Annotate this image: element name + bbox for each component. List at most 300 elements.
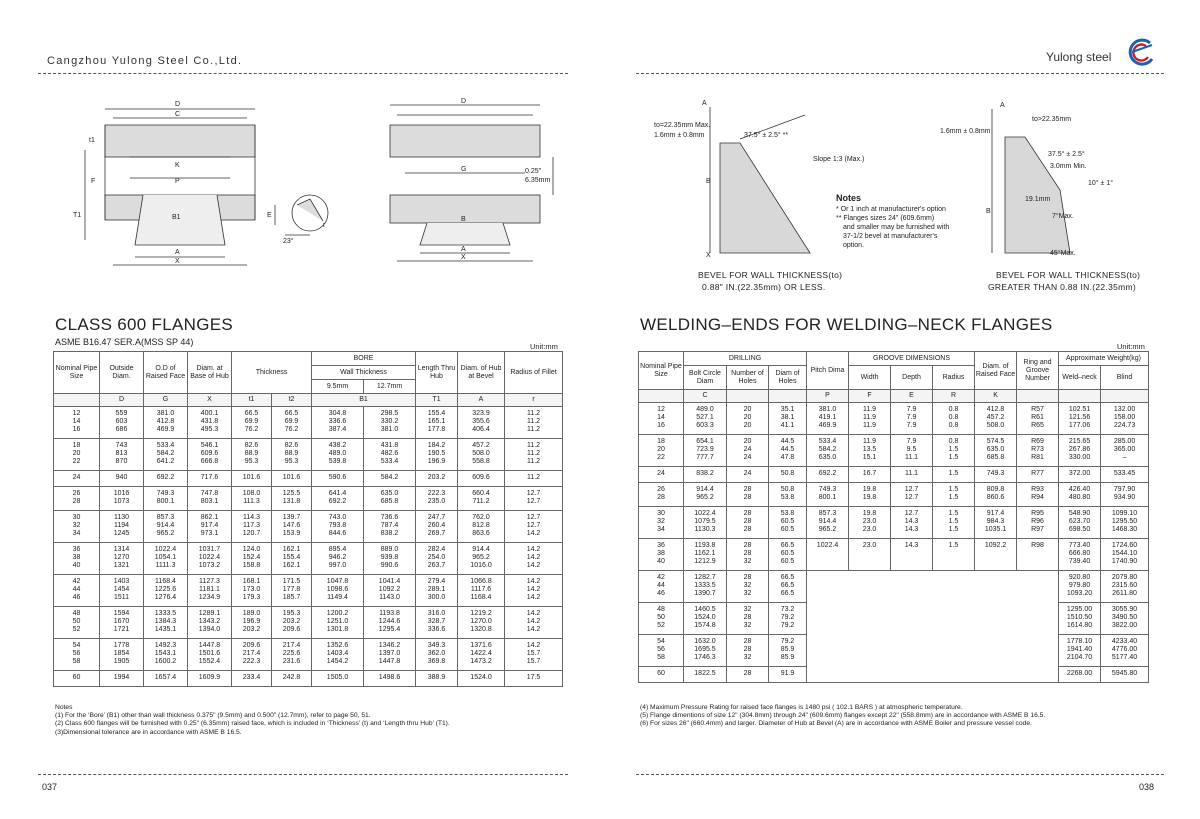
table-row	[639, 403, 1149, 435]
flange-section-drawings	[55, 95, 565, 275]
col-bore: BORE	[312, 352, 416, 366]
cell-F: 11.9 13.5 15.1	[849, 435, 891, 467]
cell-weld: 215.65 267.86 330.00	[1059, 435, 1101, 467]
cell-X: 1127.3 1181.1 1234.9	[188, 575, 232, 607]
cell-F: 16.7	[849, 467, 891, 483]
cell-P: 857.3 914.4 965.2	[807, 507, 849, 539]
cell-holes: 28 28	[727, 483, 769, 507]
bevel-drawings	[640, 95, 1165, 300]
dim-T1-label: T1	[73, 212, 82, 219]
cell-r: 12.7 12.7 14.2	[505, 511, 563, 543]
table-row	[54, 639, 563, 671]
left-note-1: (1) For the ‘Bore’ (B1) other than wall thickness 0.375" (9.5mm) and 0.500" (12.7mm), refer to page 50, 51.	[55, 712, 371, 720]
cell-holes: 20 20 20	[727, 403, 769, 435]
sym-r: r	[505, 394, 563, 407]
table-row	[54, 607, 563, 639]
sym-F: F	[849, 390, 891, 403]
company-name: Cangzhou Yulong Steel Co.,Ltd.	[47, 55, 243, 67]
dim-C-label: C	[175, 111, 181, 118]
cell-t1: 189.0 196.9 203.2	[232, 607, 272, 639]
cell-K: 809.8 860.6	[975, 483, 1017, 507]
table-row	[54, 575, 563, 607]
cell-C: 1822.5	[684, 667, 727, 683]
sym-t2: t2	[272, 394, 312, 407]
dim-A2-label: A	[461, 246, 466, 253]
cell-b127: 1041.4 1092.2 1143.0	[364, 575, 416, 607]
cell-A: 1371.6 1422.4 1473.2	[458, 639, 505, 671]
cell-A: 660.4 711.2	[458, 487, 505, 511]
cell-dh: 50.8 53.8	[769, 483, 807, 507]
bevel1-caption-2: 0.88" IN.(22.35mm) OR LESS.	[702, 282, 826, 292]
col-approx-weight: Approximate Weight(kg)	[1059, 352, 1149, 366]
cell-nps: 18 20 22	[54, 439, 100, 471]
bevel1-A-label: A	[702, 100, 707, 107]
sym-blank	[769, 390, 807, 403]
cell-r: 12.7 12.7	[505, 487, 563, 511]
sym-G: G	[144, 394, 188, 407]
bevel1-angle-label: 37.5° ± 2.5° **	[744, 132, 789, 139]
cell-t1: 168.1 173.0 179.3	[232, 575, 272, 607]
dim-F-label: F	[91, 178, 96, 185]
cell-K: 574.5 635.0 685.8	[975, 435, 1017, 467]
bevel2-max7-label: 7°Max.	[1052, 213, 1074, 220]
cell-weld: 426.40 480.80	[1059, 483, 1101, 507]
table-row	[639, 571, 1149, 603]
cell-X: 717.6	[188, 471, 232, 487]
cell-D: 1778 1854 1905	[100, 639, 144, 671]
cell-r: 17.5	[505, 671, 563, 687]
col-weld-neck: Weld–neck	[1059, 366, 1101, 390]
cell-r: 11.2	[505, 471, 563, 487]
cell-holes: 24	[727, 467, 769, 483]
col-radius: Radius	[933, 366, 975, 390]
cell-ring: R93 R94	[1017, 483, 1059, 507]
cell-D: 940	[100, 471, 144, 487]
cell-weld: 773.40 666.80 739.40	[1059, 539, 1101, 571]
cell-G: 381.0 412.8 469.9	[144, 407, 188, 439]
cell-blind: 3055.90 3490.50 3822.00	[1101, 603, 1149, 635]
dim-X2-label: X	[461, 254, 466, 261]
sym-B1: B1	[312, 394, 416, 407]
cell-b95: 1352.6 1403.4 1454.2	[312, 639, 364, 671]
cell-empty-groove	[807, 571, 1059, 683]
cell-weld: 1778.10 1941.40 2104.70	[1059, 635, 1101, 667]
cell-R: 0.8 0.8 0.8	[933, 403, 975, 435]
cell-ring: R57 R61 R65	[1017, 403, 1059, 435]
cell-C: 914.4 965.2	[684, 483, 727, 507]
cell-F: 19.8 19.8	[849, 483, 891, 507]
dim-A-label: A	[175, 249, 180, 256]
bevel1-tol-label: to=22.35mm Max.	[654, 122, 711, 129]
dim-B2-label: B	[461, 216, 466, 223]
footer-rule-left	[38, 774, 568, 775]
cell-b95: 1200.2 1251.0 1301.8	[312, 607, 364, 639]
cell-t1: 66.5 69.9 76.2	[232, 407, 272, 439]
table-row	[54, 407, 563, 439]
cell-nps: 60	[639, 667, 684, 683]
cell-b127: 736.6 787.4 838.2	[364, 511, 416, 543]
notes-box-line-1: * Or 1 inch at manufacturer's option	[836, 206, 946, 213]
notes-box-title: Notes	[836, 193, 862, 203]
cell-t1: 233.4	[232, 671, 272, 687]
right-section-title: WELDING–ENDS FOR WELDING–NECK FLANGES	[640, 315, 1053, 334]
cell-dh: 66.5 60.5 60.5	[769, 539, 807, 571]
dim-K-label: K	[175, 162, 180, 169]
right-note-5: (5) Flange dimentions of size 12" (304.8mm) through 24" (609.6mm) flanges except 22" (558.8mm) are in accordance with ASME B 16.5.	[640, 712, 1046, 720]
cell-t2: 195.3 203.2 209.6	[272, 607, 312, 639]
cell-blind: 5945.80	[1101, 667, 1149, 683]
cell-E: 14.3	[891, 539, 933, 571]
col-nominal-pipe-size: Nominal Pipe Size	[54, 352, 100, 394]
cell-t1: 209.6 217.4 222.3	[232, 639, 272, 671]
cell-t2: 242.8	[272, 671, 312, 687]
cell-b95: 438.2 489.0 539.8	[312, 439, 364, 471]
cell-D: 1994	[100, 671, 144, 687]
cell-T1: 222.3 235.0	[416, 487, 458, 511]
cell-K: 412.8 457.2 508.0	[975, 403, 1017, 435]
cell-t2: 66.5 69.9 76.2	[272, 407, 312, 439]
cell-t1: 114.3 117.3 120.7	[232, 511, 272, 543]
cell-X: 400.1 431.8 495.3	[188, 407, 232, 439]
cell-C: 838.2	[684, 467, 727, 483]
bevel2-ang10-label: 10° ± 1°	[1088, 180, 1114, 187]
col-thickness: Thickness	[232, 352, 312, 394]
cell-blind: 533.45	[1101, 467, 1149, 483]
col-diam-holes: Diam of Holes	[769, 366, 807, 390]
cell-A: 457.2 508.0 558.8	[458, 439, 505, 471]
cell-b95: 590.6	[312, 471, 364, 487]
dim-D-label: D	[175, 101, 181, 108]
bevel2-caption-2: GREATER THAN 0.88 IN.(22.35mm)	[988, 282, 1137, 292]
class600-flange-table	[53, 351, 563, 687]
cell-A: 1524.0	[458, 671, 505, 687]
bevel2-min-label: 3.0mm Min.	[1050, 163, 1087, 170]
cell-D: 559 603 686	[100, 407, 144, 439]
cell-nps: 54 56 58	[639, 635, 684, 667]
cell-t1: 124.0 152.4 158.8	[232, 543, 272, 575]
col-groove-dimensions: GROOVE DIMENSIONS	[849, 352, 975, 366]
cell-ring: R77	[1017, 467, 1059, 483]
col-wall-9-5mm: 9.5mm	[312, 380, 364, 394]
cell-blind: 1099.10 1295.50 1468.30	[1101, 507, 1149, 539]
sym-blank	[54, 394, 100, 407]
cell-P: 381.0 419.1 469.9	[807, 403, 849, 435]
cell-b127: 298.5 330.2 381.0	[364, 407, 416, 439]
table-row	[54, 543, 563, 575]
cell-F: 23.0	[849, 539, 891, 571]
sym-blank	[1059, 390, 1101, 403]
cell-P: 749.3 800.1	[807, 483, 849, 507]
cell-A: 762.0 812.8 863.6	[458, 511, 505, 543]
table-row	[639, 483, 1149, 507]
welding-ends-table	[638, 351, 1149, 683]
col-drilling: DRILLING	[684, 352, 807, 366]
col-wall-thickness: Wall Thickness	[312, 366, 416, 380]
dim-G-label: G	[461, 166, 467, 173]
cell-dh: 53.8 60.5 60.5	[769, 507, 807, 539]
cell-nps: 12 14 16	[639, 403, 684, 435]
left-note-3: (3)Dimensional tolerance are in accordance with ASME B 16.5.	[55, 728, 242, 736]
cell-T1: 247.7 260.4 269.7	[416, 511, 458, 543]
cell-holes: 32 28 32	[727, 603, 769, 635]
cell-nps: 36 38 40	[54, 543, 100, 575]
right-notes	[640, 704, 1160, 729]
dim-r-label: r	[323, 222, 326, 229]
left-note-heading: Notes	[55, 704, 73, 711]
sym-T1: T1	[416, 394, 458, 407]
sym-A: A	[458, 394, 505, 407]
col-nominal-pipe-size: Nominal Pipe Size	[639, 352, 684, 390]
cell-ring: R98	[1017, 539, 1059, 571]
bevel2-tol-label: to>22.35mm	[1032, 116, 1072, 123]
cell-holes: 28 28 32	[727, 635, 769, 667]
cell-X: 747.8 803.1	[188, 487, 232, 511]
cell-nps: 30 32 34	[54, 511, 100, 543]
cell-dh: 44.5 44.5 47.8	[769, 435, 807, 467]
dim-t1-label: t1	[89, 137, 95, 144]
cell-r: 11.2 11.2 11.2	[505, 439, 563, 471]
sym-blank	[727, 390, 769, 403]
col-blind: Blind	[1101, 366, 1149, 390]
dim-D2-label: D	[461, 98, 467, 105]
cell-G: 1492.3 1543.1 1600.2	[144, 639, 188, 671]
cell-b127: 1498.6	[364, 671, 416, 687]
dim-B1-label: B1	[172, 214, 181, 221]
col-length-thru-hub: Length Thru Hub	[416, 352, 458, 394]
col-number-holes: Number of Holes	[727, 366, 769, 390]
cell-P: 692.2	[807, 467, 849, 483]
left-note-2: (2) Class 600 flanges will be furnished with 0.25" (6.35mm) raised face, which is included in ‘Thickness’ (t) and ‘Length thru Hub’ (T1).	[55, 720, 450, 728]
cell-C: 654.1 723.9 777.7	[684, 435, 727, 467]
cell-weld: 1295.00 1510.50 1614.80	[1059, 603, 1101, 635]
cell-D: 1403 1454 1511	[100, 575, 144, 607]
cell-A: 1219.2 1270.0 1320.8	[458, 607, 505, 639]
cell-weld: 2268.00	[1059, 667, 1101, 683]
cell-D: 1130 1194 1245	[100, 511, 144, 543]
col-depth: Depth	[891, 366, 933, 390]
cell-E: 7.9 7.9 7.9	[891, 403, 933, 435]
cell-E: 12.7 12.7	[891, 483, 933, 507]
table-row	[639, 507, 1149, 539]
cell-r: 14.2 14.2 14.2	[505, 607, 563, 639]
col-outside-diam: Outside Diam.	[100, 352, 144, 394]
cell-C: 1193.8 1162.1 1212.9	[684, 539, 727, 571]
cell-b95: 304.8 336.6 387.4	[312, 407, 364, 439]
bevel1-B-label: B	[706, 178, 711, 185]
bevel2-angle-label: 37.5° ± 2.5°	[1048, 151, 1085, 158]
cell-blind: 797.90 934.90	[1101, 483, 1149, 507]
cell-dh: 50.8	[769, 467, 807, 483]
cell-K: 749.3	[975, 467, 1017, 483]
cell-P: 1022.4	[807, 539, 849, 571]
cell-holes: 28	[727, 667, 769, 683]
cell-nps: 54 56 58	[54, 639, 100, 671]
cell-blind: 4233.40 4776.00 5177.40	[1101, 635, 1149, 667]
cell-G: 692.2	[144, 471, 188, 487]
cell-ring: R69 R73 R81	[1017, 435, 1059, 467]
sym-X: X	[188, 394, 232, 407]
cell-nps: 12 14 16	[54, 407, 100, 439]
col-diam-base-hub: Diam. at Base of Hub	[188, 352, 232, 394]
col-bolt-circle: Bolt Circle Diam	[684, 366, 727, 390]
cell-t1: 101.6	[232, 471, 272, 487]
cell-T1: 388.9	[416, 671, 458, 687]
left-section-title: CLASS 600 FLANGES	[55, 315, 234, 334]
table-row	[639, 435, 1149, 467]
cell-E: 7.9 9.5 11.1	[891, 435, 933, 467]
cell-F: 11.9 11.9 11.9	[849, 403, 891, 435]
sym-E: E	[891, 390, 933, 403]
cell-nps: 26 28	[639, 483, 684, 507]
cell-nps: 60	[54, 671, 100, 687]
cell-r: 14.2 14.2 14.2	[505, 543, 563, 575]
cell-K: 1092.2	[975, 539, 1017, 571]
dim-angle-label: 23°	[283, 238, 294, 245]
cell-X: 1289.1 1343.2 1394.0	[188, 607, 232, 639]
table-row	[639, 539, 1149, 571]
cell-nps: 42 44 46	[639, 571, 684, 603]
bevel2-max45-label: 45°Max.	[1050, 250, 1076, 257]
cell-T1: 155.4 165.1 177.8	[416, 407, 458, 439]
table-row	[639, 467, 1149, 483]
table-row	[54, 439, 563, 471]
cell-G: 857.3 914.4 965.2	[144, 511, 188, 543]
cell-X: 862.1 917.4 973.1	[188, 511, 232, 543]
cell-C: 1282.7 1333.5 1390.7	[684, 571, 727, 603]
right-note-6: (6) For sizes 26" (660.4mm) and larger. Diameter of Hub at Bevel (A) are in accordance with ASME Boiler and pressure vessel code.	[640, 720, 1032, 728]
cell-nps: 48 50 52	[639, 603, 684, 635]
cell-A: 323.9 355.6 406.4	[458, 407, 505, 439]
cell-dh: 35.1 38.1 41.1	[769, 403, 807, 435]
dim-P-label: P	[175, 178, 180, 185]
sym-R: R	[933, 390, 975, 403]
sym-blank	[639, 390, 684, 403]
cell-blind: 285.00 365.00 –	[1101, 435, 1149, 467]
col-pitch-dima: Pitch Dima	[807, 352, 849, 390]
cell-blind: 1724.60 1544.10 1740.90	[1101, 539, 1149, 571]
left-unit-label: Unit:mm	[530, 342, 558, 351]
cell-A: 1066.8 1117.6 1168.4	[458, 575, 505, 607]
cell-b95: 1047.8 1098.6 1149.4	[312, 575, 364, 607]
cell-R: 1.5 1.5 1.5	[933, 507, 975, 539]
col-diam-hub-bevel: Diam. of Hub at Bevel	[458, 352, 505, 394]
dim-E-label: E	[267, 212, 272, 219]
cell-nps: 26 28	[54, 487, 100, 511]
cell-G: 1657.4	[144, 671, 188, 687]
footer-rule-right	[636, 774, 1164, 775]
cell-b95: 1505.0	[312, 671, 364, 687]
cell-holes: 28 28 28	[727, 507, 769, 539]
cell-blind: 132.00 158.00 224.73	[1101, 403, 1149, 435]
table-row	[54, 671, 563, 687]
left-notes	[55, 704, 565, 737]
cell-A: 914.4 965.2 1016.0	[458, 543, 505, 575]
cell-T1: 184.2 190.5 196.9	[416, 439, 458, 471]
cell-X: 1031.7 1022.4 1073.2	[188, 543, 232, 575]
cell-t2: 139.7 147.6 153.9	[272, 511, 312, 543]
cell-weld: 102.51 121.56 177.06	[1059, 403, 1101, 435]
cell-D: 1016 1073	[100, 487, 144, 511]
cell-r: 14.2 14.2 14.2	[505, 575, 563, 607]
cell-G: 1022.4 1054.1 1111.3	[144, 543, 188, 575]
cell-holes: 28 32 32	[727, 571, 769, 603]
cell-b127: 584.2	[364, 471, 416, 487]
cell-t2: 217.4 225.6 231.6	[272, 639, 312, 671]
sym-D: D	[100, 394, 144, 407]
notes-box-line-5: option.	[843, 242, 865, 249]
yulong-logo-icon	[1122, 37, 1158, 67]
sym-blank	[1101, 390, 1149, 403]
cell-b95: 641.4 692.2	[312, 487, 364, 511]
cell-t2: 125.5 131.8	[272, 487, 312, 511]
cell-X: 1609.9	[188, 671, 232, 687]
cell-t1: 82.6 88.9 95.3	[232, 439, 272, 471]
right-unit-label: Unit:mm	[1117, 342, 1145, 351]
cell-P: 533.4 584.2 635.0	[807, 435, 849, 467]
table-row	[54, 471, 563, 487]
cell-b127: 1193.8 1244.6 1295.4	[364, 607, 416, 639]
cell-b95: 743.0 793.8 844.6	[312, 511, 364, 543]
cell-r: 14.2 15.7 15.7	[505, 639, 563, 671]
page-number-left: 037	[42, 782, 58, 792]
table-row	[54, 511, 563, 543]
col-od-raised-face: O.D of Raised Face	[144, 352, 188, 394]
header-rule-left	[38, 73, 568, 74]
cell-T1: 316.0 328.7 336.6	[416, 607, 458, 639]
cell-F: 19.8 23.0 23.0	[849, 507, 891, 539]
sym-C: C	[684, 390, 727, 403]
cell-C: 1632.0 1695.5 1746.3	[684, 635, 727, 667]
col-radius-fillet: Radius of Fillet	[505, 352, 563, 394]
sym-t1: t1	[232, 394, 272, 407]
cell-nps: 48 50 52	[54, 607, 100, 639]
cell-nps: 24	[54, 471, 100, 487]
cell-A: 609.6	[458, 471, 505, 487]
col-width: Width	[849, 366, 891, 390]
sym-K: K	[975, 390, 1017, 403]
header-rule-right	[636, 73, 1164, 74]
cell-r: 11.2 11.2 11.2	[505, 407, 563, 439]
notes-box-line-3: and smaller may be furnished with	[843, 224, 950, 231]
cell-D: 1314 1270 1321	[100, 543, 144, 575]
bevel1-X-label: X	[706, 252, 711, 259]
right-note-4: (4) Maximum Pressure Rating for raised face flanges is 1480 psi ( 102.1 BARS ) at atmospheric temperature.	[640, 704, 963, 711]
cell-G: 1333.5 1384.3 1435.1	[144, 607, 188, 639]
table-row	[54, 487, 563, 511]
cell-dh: 66.5 66.5 66.5	[769, 571, 807, 603]
cell-T1: 279.4 289.1 300.0	[416, 575, 458, 607]
notes-box-line-4: 37-1/2 bevel at manufacturer's	[843, 233, 938, 240]
cell-G: 1168.4 1225.6 1276.4	[144, 575, 188, 607]
cell-nps: 42 44 46	[54, 575, 100, 607]
bevel2-dist-label: 19.1mm	[1025, 196, 1051, 203]
col-ring-groove-number: Ring and Groove Number	[1017, 352, 1059, 390]
raised-face-mm-label: 6.35mm	[525, 177, 551, 184]
cell-t2: 171.5 177.8 185.7	[272, 575, 312, 607]
left-section-subtitle: ASME B16.47 SER.A(MSS SP 44)	[55, 337, 194, 347]
cell-C: 1460.5 1524.0 1574.8	[684, 603, 727, 635]
cell-holes: 28 28 32	[727, 539, 769, 571]
cell-G: 749.3 800.1	[144, 487, 188, 511]
cell-t1: 108.0 111.3	[232, 487, 272, 511]
sym-blank	[1017, 390, 1059, 403]
cell-weld: 920.80 979.80 1093.20	[1059, 571, 1101, 603]
cell-weld: 548.90 623.70 698.50	[1059, 507, 1101, 539]
cell-dh: 79.2 85.9 85.9	[769, 635, 807, 667]
cell-C: 1022.4 1079.5 1130.3	[684, 507, 727, 539]
cell-t2: 101.6	[272, 471, 312, 487]
cell-G: 533.4 584.2 641.2	[144, 439, 188, 471]
